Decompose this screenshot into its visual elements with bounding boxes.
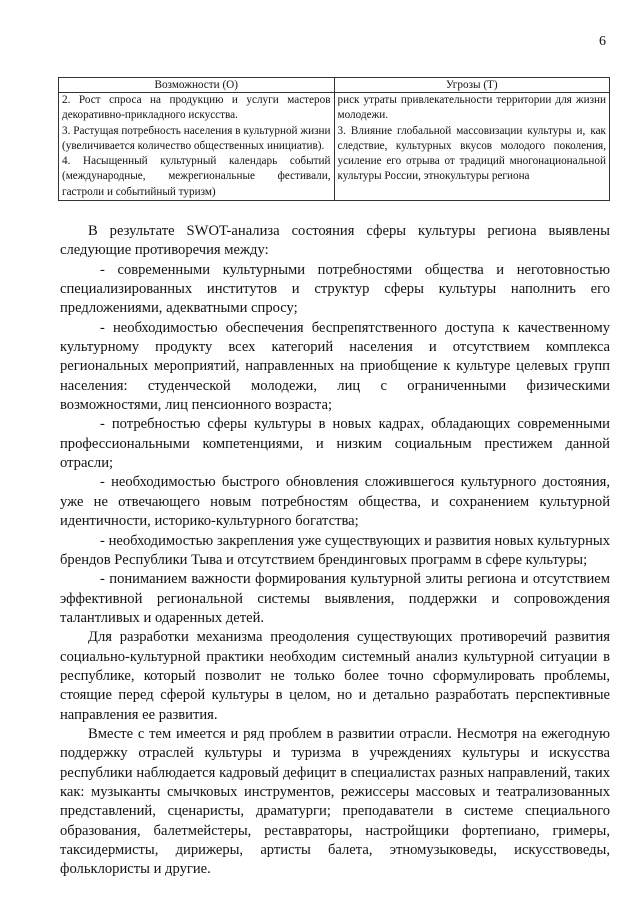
swot-table-row [59,93,610,201]
contradiction-item: - потребностью сферы культуры в новых кадрах, обладающих современными профессиональными компетенциями, и низким социальным престижем данной отрасли; [60,416,610,472]
threats-header: Угрозы (Т) [334,78,610,93]
threat-item: риск утраты привлекательности территории для жизни молодежи. [337,94,606,122]
intro-paragraph: В результате SWOT-анализа состояния сферы культуры региона выявлены следующие противоречия между: [60,223,610,259]
page-number: 6 [599,34,606,49]
threat-item: 3. Влияние глобальной массовизации культуры и, как следствие, культурных вкусов молодого поколения, усиление его отрыва от традиций многонациональной культуры России, этнокультуры региона [337,124,606,183]
opportunities-header: Возможности (О) [59,78,335,93]
threats-cell [334,93,610,201]
opportunity-item: 3. Растущая потребность населения в культурной жизни (увеличивается количество общественных инициатив). [62,124,331,152]
main-text [60,222,610,880]
swot-table [58,77,610,201]
contradiction-item: - необходимостью быстрого обновления сложившегося культурного достояния, уже не отвечающего новым потребностям общества, и сохранением культурной идентичности, историко-культурного богатства; [60,474,610,530]
contradiction-item: - современными культурными потребностями общества и неготовностью специализированных институтов и структур сферы культуры наполнить его предложениями, адекватными спросу; [60,261,610,317]
problems-paragraph: Вместе с тем имеется и ряд проблем в развитии отрасли. Несмотря на ежегодную поддержку отраслей культуры и туризма в учреждениях культуры и искусства республики наблюдается кадровый дефицит в специалистах разных направлений, таких как: музыканты смычковых инструментов, режиссеры массовых и театрализованных представлений, сценаристы, драматурги; преподаватели в системе специального образования, балетмейстеры, реставраторы, настройщики фортепиано, гримеры, таксидермисты, дирижеры, артисты балета, этномузыковеды, искусствоведы, фольклористы и другие. [60,725,610,878]
opportunity-item: 2. Рост спроса на продукцию и услуги мастеров декоративно-прикладного искусства. [62,94,331,122]
contradiction-item: - необходимостью закрепления уже существующих и развития новых культурных брендов Республики Тыва и отсутствием брендинговых программ в сфере культуры; [60,532,610,568]
contradiction-item: - необходимостью обеспечения беспрепятственного доступа к качественному культурному продукту всех категорий населения и отсутствием комплекса региональных мероприятий, направленных на приобщение к культуре целевых групп населения: студенческой молодежи, лиц с ограниченными физическими возможностями, лиц пенсионного возраста; [60,319,610,414]
swot-table-header-row [59,78,610,93]
opportunity-item: 4. Насыщенный культурный календарь событий (международные, межрегиональные фестивали, гастроли и событийный туризм) [62,155,331,198]
contradiction-item: - пониманием важности формирования культурной элиты региона и отсутствием эффективной региональной системы выявления, поддержки и сопровождения талантливых и одаренных детей. [60,571,610,626]
mechanism-paragraph: Для разработки механизма преодоления существующих противоречий развития социально-культурной практики необходим системный анализ культурной ситуации в республике, который позволит не только более точно сформулировать проблемы, стоящие перед сферой культуры в целом, но и детально разработать перспективные направления ее развития. [60,629,610,723]
opportunities-cell [59,93,335,201]
